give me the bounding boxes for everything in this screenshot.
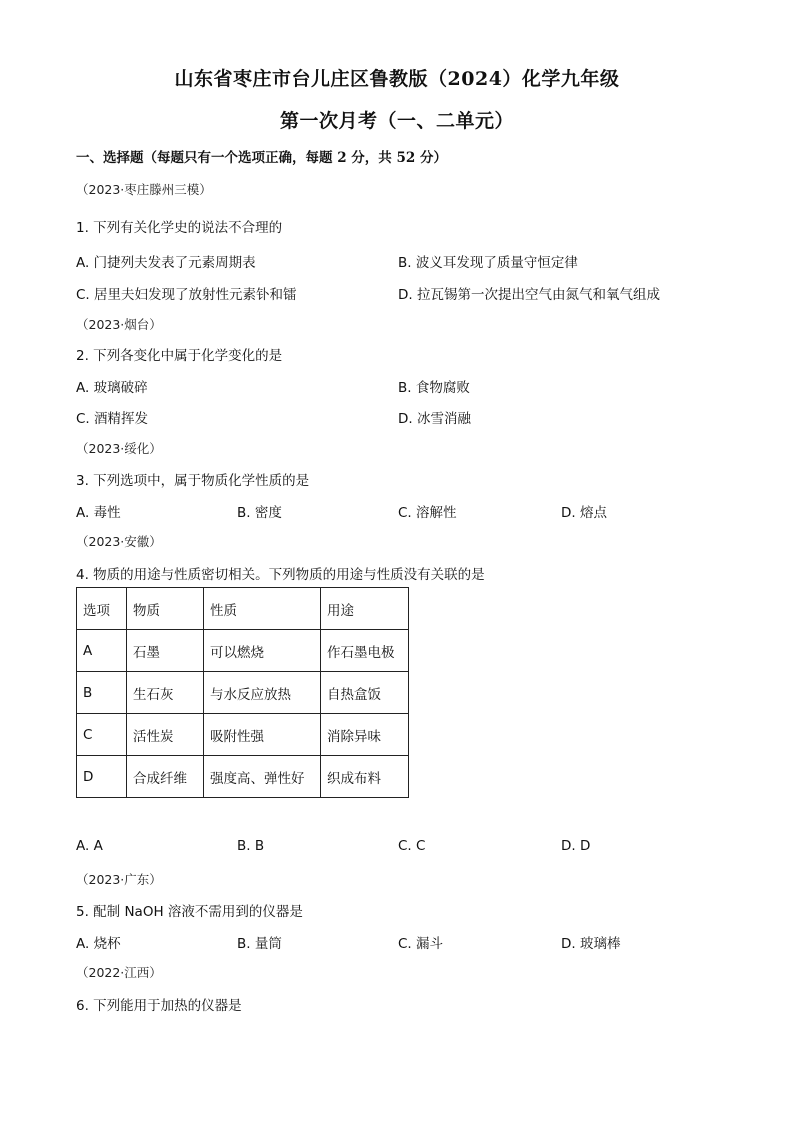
table-cell: A	[77, 630, 127, 672]
question-stem: 3. 下列选项中，属于物质化学性质的是	[76, 473, 310, 489]
option-b[interactable]: B. 量筒	[237, 936, 282, 952]
table-cell: 织成布料	[321, 756, 409, 798]
table-cell: B	[77, 672, 127, 714]
table-cell: 消除异味	[321, 714, 409, 756]
option-a[interactable]: A. 毒性	[76, 505, 121, 521]
question-source: （2023·绥化）	[76, 441, 162, 456]
option-a[interactable]: A. 门捷列夫发表了元素周期表	[76, 255, 256, 271]
option-c[interactable]: C. 居里夫妇发现了放射性元素钋和镭	[76, 287, 297, 303]
question-source: （2023·广东）	[76, 872, 162, 887]
properties-table	[76, 587, 409, 798]
table-row	[77, 756, 409, 798]
option-a[interactable]: A. A	[76, 838, 103, 854]
option-a[interactable]: A. 玻璃破碎	[76, 380, 148, 396]
table-cell: 吸附性强	[204, 714, 321, 756]
option-b[interactable]: B. 波义耳发现了质量守恒定律	[398, 255, 578, 271]
option-d[interactable]: D. D	[561, 838, 591, 854]
table-row	[77, 672, 409, 714]
question-stem: 4. 物质的用途与性质密切相关。下列物质的用途与性质没有关联的是	[76, 567, 485, 583]
table-header-cell: 用途	[321, 588, 409, 630]
option-c[interactable]: C. C	[398, 838, 426, 854]
question-stem: 2. 下列各变化中属于化学变化的是	[76, 348, 283, 364]
section-heading: 一、选择题（每题只有一个选项正确，每题 2 分，共 52 分）	[76, 150, 447, 166]
option-d[interactable]: D. 冰雪消融	[398, 411, 471, 427]
table-cell: D	[77, 756, 127, 798]
table-cell: 自热盒饭	[321, 672, 409, 714]
option-b[interactable]: B. 密度	[237, 505, 282, 521]
table-cell: C	[77, 714, 127, 756]
option-b[interactable]: B. 食物腐败	[398, 380, 470, 396]
option-c[interactable]: C. 酒精挥发	[76, 411, 149, 427]
table-cell: 作石墨电极	[321, 630, 409, 672]
option-c[interactable]: C. 漏斗	[398, 936, 444, 952]
table-cell: 与水反应放热	[204, 672, 321, 714]
table-header-cell: 性质	[204, 588, 321, 630]
option-c[interactable]: C. 溶解性	[398, 505, 457, 521]
table-cell: 可以燃烧	[204, 630, 321, 672]
option-d[interactable]: D. 熔点	[561, 505, 607, 521]
question-source: （2023·枣庄滕州三模）	[76, 182, 212, 197]
question-source: （2023·烟台）	[76, 317, 162, 332]
table-cell: 石墨	[127, 630, 204, 672]
table-cell: 合成纤维	[127, 756, 204, 798]
table-header-row	[77, 588, 409, 630]
question-stem: 1. 下列有关化学史的说法不合理的	[76, 220, 283, 236]
table-cell: 活性炭	[127, 714, 204, 756]
table-header-cell: 选项	[77, 588, 127, 630]
option-d[interactable]: D. 玻璃棒	[561, 936, 621, 952]
option-b[interactable]: B. B	[237, 838, 265, 854]
question-stem: 5. 配制 NaOH 溶液不需用到的仪器是	[76, 904, 303, 920]
question-source: （2022·江西）	[76, 965, 162, 980]
question-stem: 6. 下列能用于加热的仪器是	[76, 998, 242, 1014]
table-cell: 强度高、弹性好	[204, 756, 321, 798]
table-header-cell: 物质	[127, 588, 204, 630]
table-row	[77, 630, 409, 672]
table-cell: 生石灰	[127, 672, 204, 714]
option-a[interactable]: A. 烧杯	[76, 936, 121, 952]
option-d[interactable]: D. 拉瓦锡第一次提出空气由氮气和氧气组成	[398, 287, 660, 303]
exam-subtitle: 第一次月考（一、二单元）	[279, 110, 514, 132]
exam-title: 山东省枣庄市台儿庄区鲁教版（2024）化学九年级	[174, 68, 620, 90]
question-source: （2023·安徽）	[76, 534, 162, 549]
table-row	[77, 714, 409, 756]
